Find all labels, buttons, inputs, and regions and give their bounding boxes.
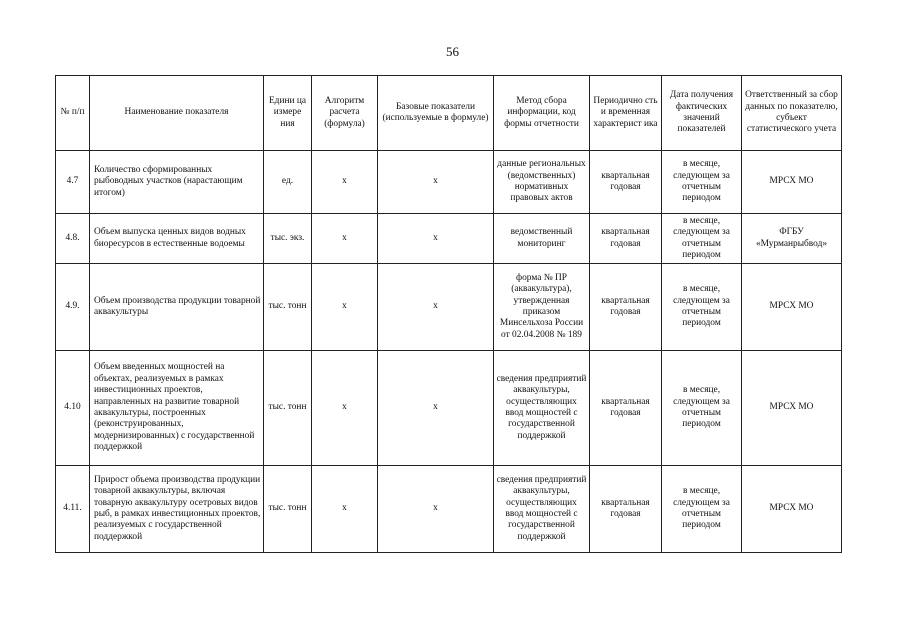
cell-base: х bbox=[378, 264, 494, 351]
cell-base: х bbox=[378, 351, 494, 466]
cell-date: в месяце, следующем за отчетным периодом bbox=[662, 466, 742, 553]
page-number: 56 bbox=[446, 44, 459, 59]
header-name: Наименование показателя bbox=[90, 76, 264, 151]
cell-num: 4.8. bbox=[56, 214, 90, 264]
cell-name: Количество сформированных рыбоводных участков (нарастающим итогом) bbox=[90, 151, 264, 214]
cell-num: 4.9. bbox=[56, 264, 90, 351]
cell-algorithm: х bbox=[312, 466, 378, 553]
header-date: Дата получения фактических значений показателей bbox=[662, 76, 742, 151]
cell-algorithm: х bbox=[312, 351, 378, 466]
cell-unit: тыс. экз. bbox=[264, 214, 312, 264]
table-row bbox=[56, 151, 842, 214]
header-responsible: Ответственный за сбор данных по показателю, субъект статистического учета bbox=[742, 76, 842, 151]
cell-base: х bbox=[378, 466, 494, 553]
cell-date: в месяце, следующем за отчетным периодом bbox=[662, 151, 742, 214]
header-row bbox=[56, 76, 842, 151]
cell-unit: ед. bbox=[264, 151, 312, 214]
cell-base: х bbox=[378, 151, 494, 214]
cell-num: 4.7 bbox=[56, 151, 90, 214]
header-unit: Едини ца измере ния bbox=[264, 76, 312, 151]
cell-responsible: МРСХ МО bbox=[742, 351, 842, 466]
cell-responsible: МРСХ МО bbox=[742, 466, 842, 553]
cell-date: в месяце, следующем за отчетным периодом bbox=[662, 351, 742, 466]
cell-algorithm: х bbox=[312, 214, 378, 264]
cell-method: форма № ПР (аквакультура), утвержденная приказом Минсельхоза России от 02.04.2008 № 189 bbox=[494, 264, 590, 351]
indicators-table bbox=[55, 75, 842, 553]
cell-period: квартальная годовая bbox=[590, 151, 662, 214]
cell-num: 4.10 bbox=[56, 351, 90, 466]
cell-period: квартальная годовая bbox=[590, 214, 662, 264]
cell-period: квартальная годовая bbox=[590, 351, 662, 466]
cell-method: сведения предприятий аквакультуры, осуществляющих ввод мощностей с государственной поддержкой bbox=[494, 466, 590, 553]
table-row bbox=[56, 466, 842, 553]
cell-method: ведомственный мониторинг bbox=[494, 214, 590, 264]
table-body bbox=[56, 151, 842, 553]
cell-num: 4.11. bbox=[56, 466, 90, 553]
cell-period: квартальная годовая bbox=[590, 264, 662, 351]
cell-unit: тыс. тонн bbox=[264, 466, 312, 553]
cell-algorithm: х bbox=[312, 151, 378, 214]
table-row bbox=[56, 264, 842, 351]
cell-method: сведения предприятий аквакультуры, осуществляющих ввод мощностей с государственной поддержкой bbox=[494, 351, 590, 466]
cell-date: в месяце, следующем за отчетным периодом bbox=[662, 264, 742, 351]
cell-responsible: ФГБУ «Мурманрыбвод» bbox=[742, 214, 842, 264]
cell-name: Объем выпуска ценных видов водных биоресурсов в естественные водоемы bbox=[90, 214, 264, 264]
table-row bbox=[56, 214, 842, 264]
cell-date: в месяце, следующем за отчетным периодом bbox=[662, 214, 742, 264]
table-header bbox=[56, 76, 842, 151]
cell-period: квартальная годовая bbox=[590, 466, 662, 553]
cell-unit: тыс. тонн bbox=[264, 351, 312, 466]
header-num: № п/п bbox=[56, 76, 90, 151]
cell-responsible: МРСХ МО bbox=[742, 151, 842, 214]
header-period: Периодично сть и временная характерист ика bbox=[590, 76, 662, 151]
cell-name: Прирост объема производства продукции товарной аквакультуры, включая товарную аквакультуру осетровых видов рыб, в рамках инвестиционных проектов, реализуемых с государственной поддержкой bbox=[90, 466, 264, 553]
cell-name: Объем введенных мощностей на объектах, реализуемых в рамках инвестиционных проектов, направленных на развитие товарной аквакультуры, построенных (реконструированных, модернизированных) с государственной поддержкой bbox=[90, 351, 264, 466]
cell-unit: тыс. тонн bbox=[264, 264, 312, 351]
header-base: Базовые показатели (используемые в формуле) bbox=[378, 76, 494, 151]
header-method: Метод сбора информации, код формы отчетности bbox=[494, 76, 590, 151]
cell-name: Объем производства продукции товарной аквакультуры bbox=[90, 264, 264, 351]
cell-algorithm: х bbox=[312, 264, 378, 351]
cell-method: данные региональных (ведомственных) нормативных правовых актов bbox=[494, 151, 590, 214]
header-algorithm: Алгоритм расчета (формула) bbox=[312, 76, 378, 151]
cell-responsible: МРСХ МО bbox=[742, 264, 842, 351]
table-row bbox=[56, 351, 842, 466]
cell-base: х bbox=[378, 214, 494, 264]
